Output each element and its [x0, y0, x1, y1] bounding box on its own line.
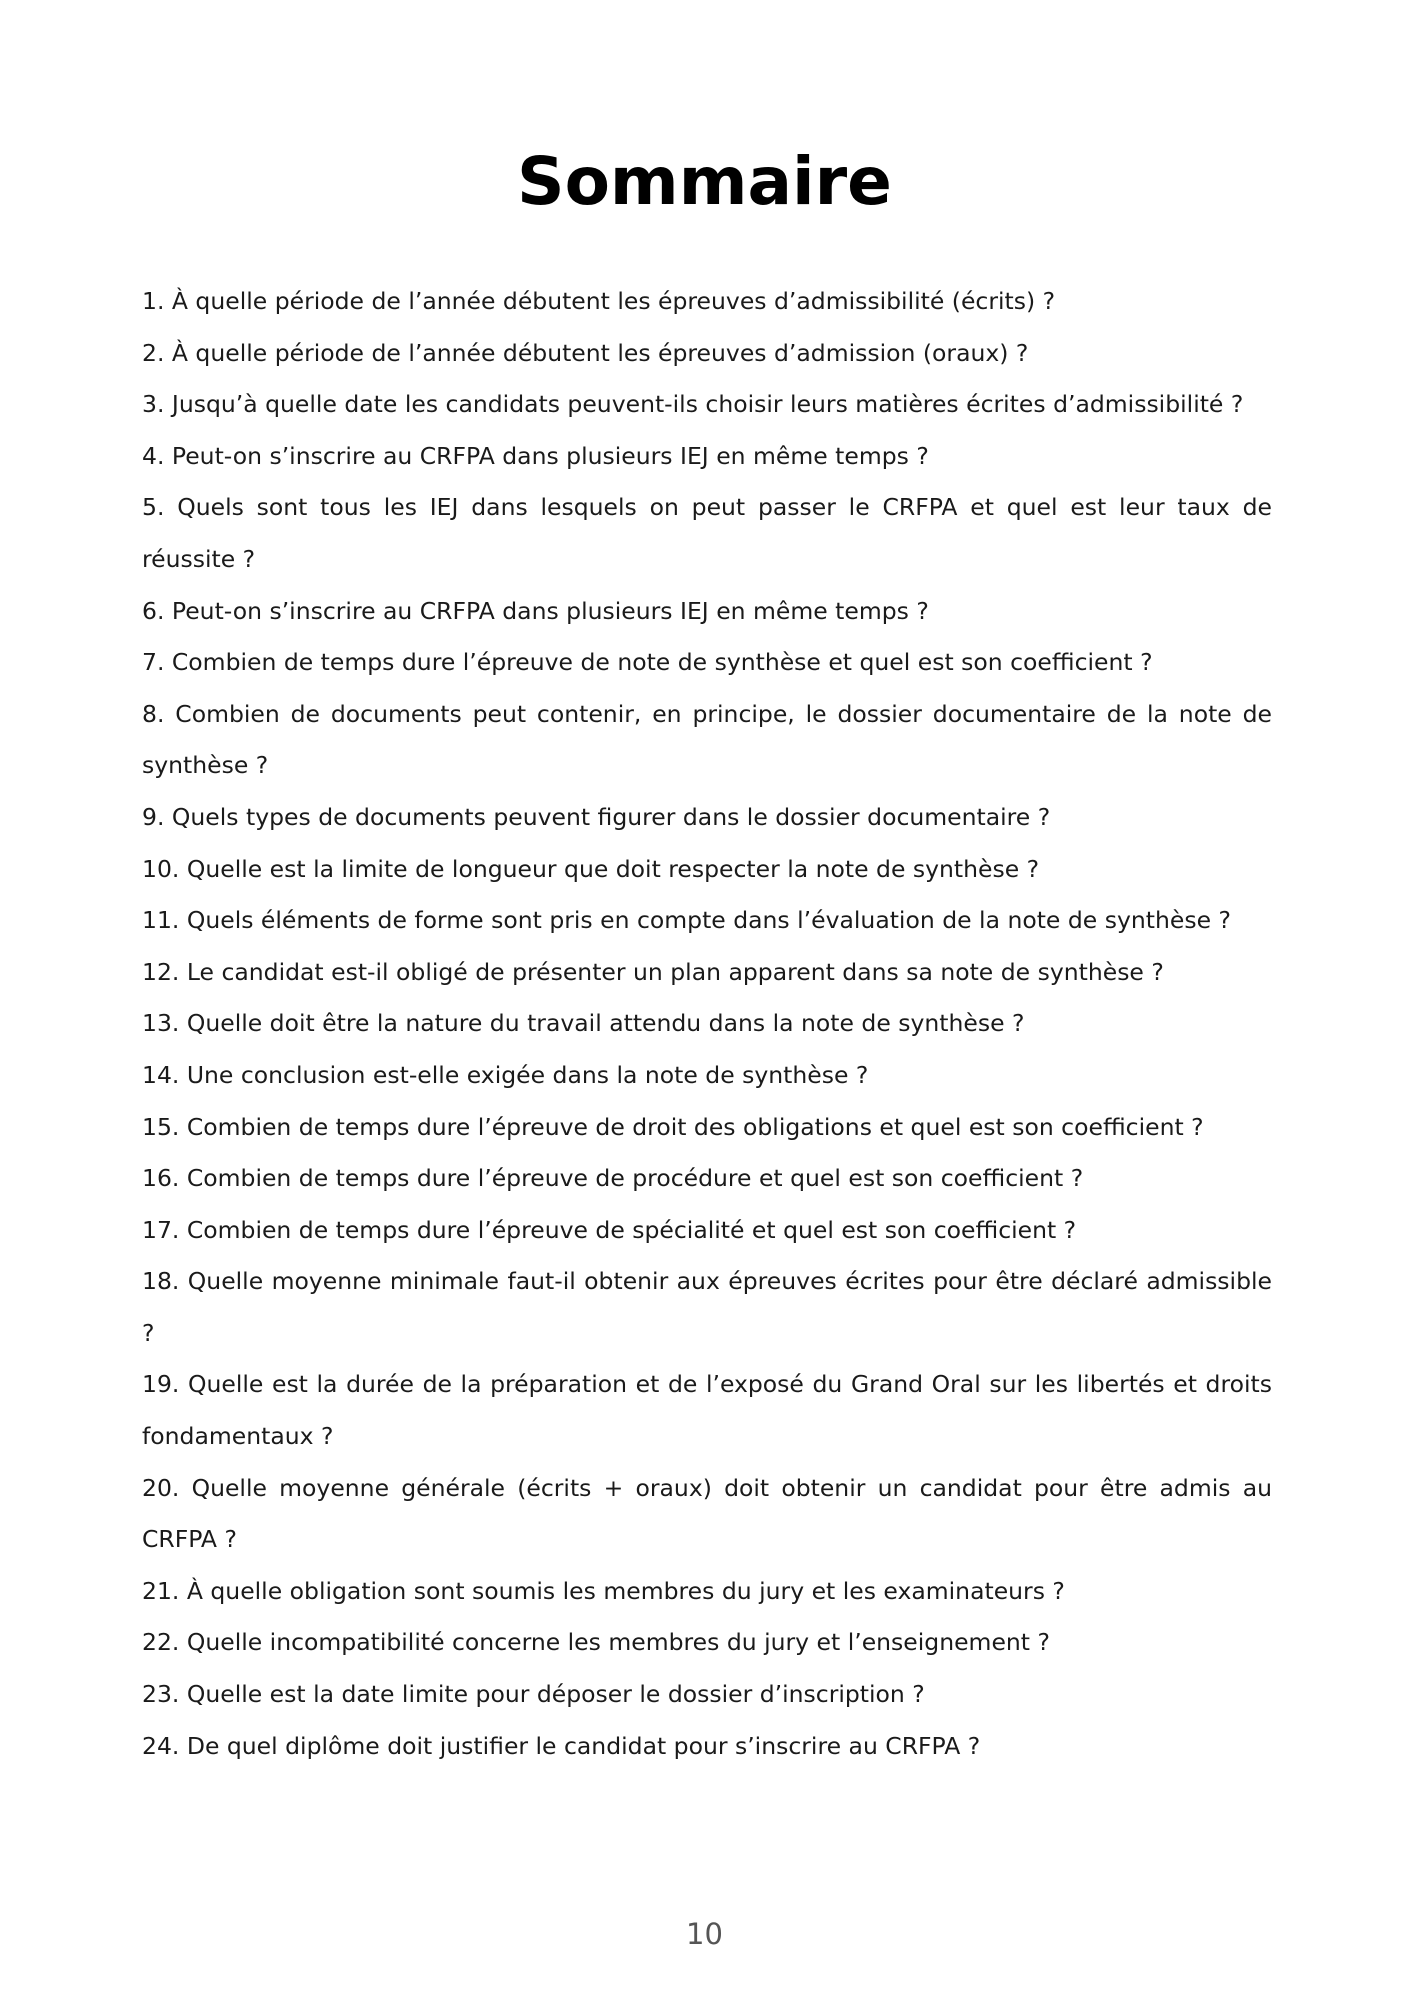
toc-item: 16. Combien de temps dure l’épreuve de procédure et quel est son coefficient ? [142, 1164, 1084, 1193]
toc-item: 22. Quelle incompatibilité concerne les membres du jury et l’enseignement ? [142, 1628, 1050, 1657]
toc-item: 1. À quelle période de l’année débutent les épreuves d’admissibilité (écrits) ? [142, 287, 1056, 315]
toc-item: 2. À quelle période de l’année débutent les épreuves d’admission (oraux) ? [142, 338, 1029, 367]
toc-item: 13. Quelle doit être la nature du travail attendu dans la note de synthèse ? [142, 1009, 1025, 1038]
toc-item: 15. Combien de temps dure l’épreuve de droit des obligations et quel est son coefficient ? [142, 1112, 1204, 1141]
toc-item: 17. Combien de temps dure l’épreuve de spécialité et quel est son coefficient ? [142, 1215, 1077, 1244]
toc-item: 6. Peut-on s’inscrire au CRFPA dans plusieurs IEJ en même temps ? [142, 596, 929, 625]
toc-item: 9. Quels types de documents peuvent figurer dans le dossier documentaire ? [142, 802, 1051, 831]
toc-item: 20. Quelle moyenne générale (écrits + oraux) doit obtenir un candidat pour être admis au CRFPA ? [142, 1473, 1272, 1554]
toc-item: 18. Quelle moyenne minimale faut-il obtenir aux épreuves écrites pour être déclaré admissible ? [142, 1267, 1272, 1347]
table-of-contents [142, 276, 1272, 1772]
page-title: Sommaire [517, 143, 892, 220]
toc-item: 12. Le candidat est-il obligé de présenter un plan apparent dans sa note de synthèse ? [142, 957, 1164, 986]
toc-item: 8. Combien de documents peut contenir, en principe, le dossier documentaire de la note de synthèse ? [142, 699, 1272, 780]
toc-item: 4. Peut-on s’inscrire au CRFPA dans plusieurs IEJ en même temps ? [142, 441, 929, 470]
toc-item: 21. À quelle obligation sont soumis les membres du jury et les examinateurs ? [142, 1576, 1065, 1605]
toc-item: 5. Quels sont tous les IEJ dans lesquels on peut passer le CRFPA et quel est leur taux de réussite ? [142, 493, 1272, 573]
toc-item: 24. De quel diplôme doit justifier le candidat pour s’inscrire au CRFPA ? [142, 1731, 981, 1760]
toc-item: 19. Quelle est la durée de la préparation et de l’exposé du Grand Oral sur les libertés et droits fondamentaux ? [142, 1370, 1272, 1451]
toc-item: 23. Quelle est la date limite pour déposer le dossier d’inscription ? [142, 1680, 925, 1709]
toc-item: 11. Quels éléments de forme sont pris en compte dans l’évaluation de la note de synthèse ? [142, 906, 1231, 935]
toc-item: 3. Jusqu’à quelle date les candidats peuvent-ils choisir leurs matières écrites d’admissibilité ? [142, 390, 1244, 419]
page-number: 10 [686, 1917, 723, 1951]
toc-item: 7. Combien de temps dure l’épreuve de note de synthèse et quel est son coefficient ? [142, 648, 1153, 677]
toc-item: 10. Quelle est la limite de longueur que doit respecter la note de synthèse ? [142, 854, 1040, 883]
toc-item: 14. Une conclusion est-elle exigée dans la note de synthèse ? [142, 1060, 869, 1089]
